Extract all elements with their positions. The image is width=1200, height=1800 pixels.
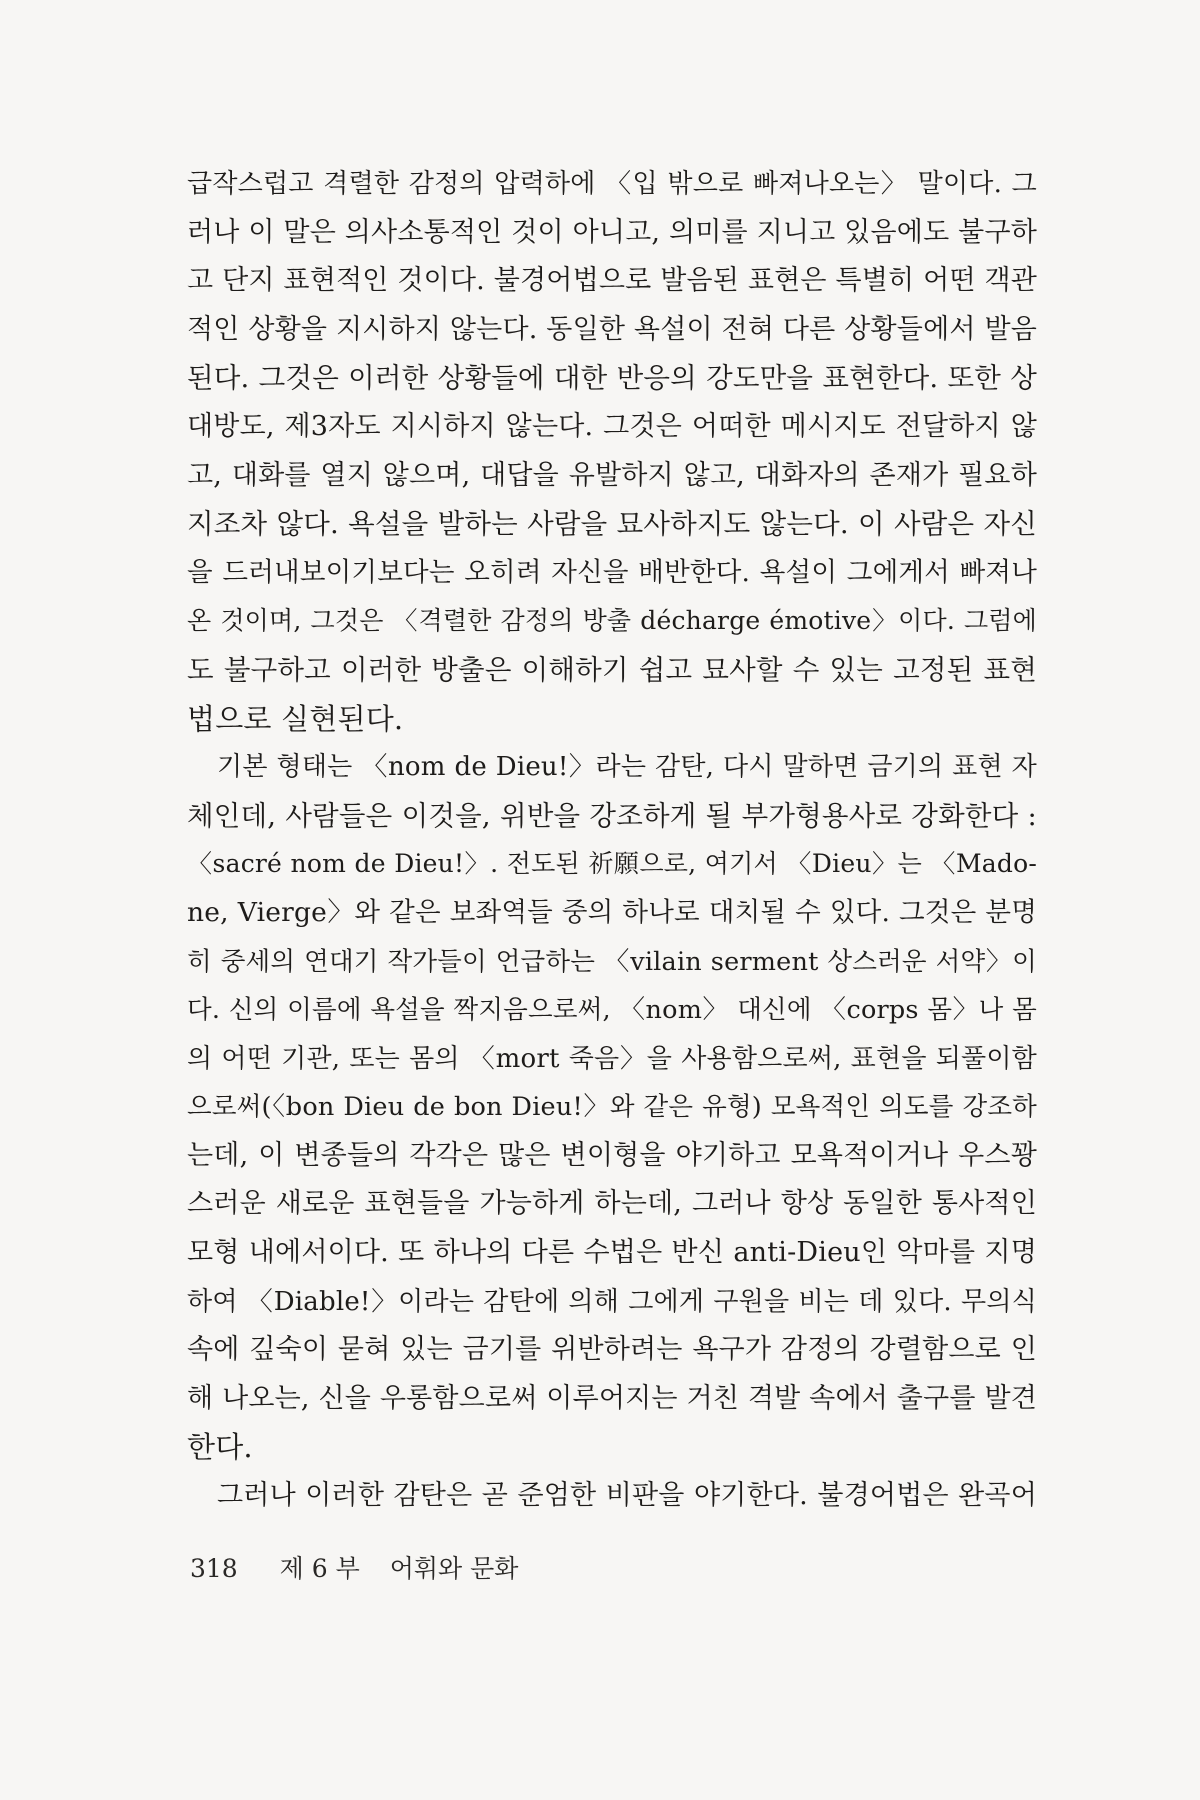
text-line: 기본 형태는 〈nom de Dieu!〉라는 감탄, 다시 말하면 금기의 표현 자 [217,752,1037,783]
text-line: 도 불구하고 이러한 방출은 이해하기 쉽고 묘사할 수 있는 고정된 표현 [187,653,1037,686]
text-line: 고 단지 표현적인 것이다. 불경어법으로 발음된 표현은 특별히 어떤 객관 [187,265,1037,297]
text-line: 히 중세의 연대기 작가들이 언급하는 〈vilain serment 상스러운 서약〉이 [187,946,1037,977]
text-line: 한다. [187,1430,253,1465]
text-line: 법으로 실현된다. [187,701,404,736]
text-line: 지조차 않다. 욕설을 발하는 사람을 묘사하지도 않는다. 이 사람은 자신 [187,508,1037,541]
text-line: 속에 깊숙이 묻혀 있는 금기를 위반하려는 욕구가 감정의 강렬함으로 인 [187,1334,1037,1366]
text-line: 다. 신의 이름에 욕설을 짝지음으로써, 〈nom〉 대신에 〈corps 몸〉나 몸 [187,995,1037,1026]
text-line: ne, Vierge〉와 같은 보좌역들 중의 하나로 대치될 수 있다. 그것은 분명 [187,896,1037,928]
body-text [187,160,1037,1521]
part-title: 어휘와 문화 [389,1554,519,1583]
text-line: 고, 대화를 열지 않으며, 대답을 유발하지 않고, 대화자의 존재가 필요하 [187,459,1037,491]
text-line: 해 나오는, 신을 우롱함으로써 이루어지는 거친 격발 속에서 출구를 발견 [187,1382,1037,1414]
text-line: 는데, 이 변종들의 각각은 많은 변이형을 야기하고 모욕적이거나 우스꽝 [187,1139,1037,1171]
text-line: 체인데, 사람들은 이것을, 위반을 강조하게 될 부가형용사로 강화한다 : [187,799,1037,832]
text-line: 러나 이 말은 의사소통적인 것이 아니고, 의미를 지니고 있음에도 불구하 [187,216,1037,248]
text-line: 급작스럽고 격렬한 감정의 압력하에 〈입 밖으로 빠져나오는〉 말이다. 그 [187,169,1037,199]
page-footer [190,1553,518,1585]
text-line: 적인 상황을 지시하지 않는다. 동일한 욕설이 전혀 다른 상황들에서 발음 [187,313,1037,345]
text-line: 스러운 새로운 표현들을 가능하게 하는데, 그러나 항상 동일한 통사적인 [187,1188,1037,1220]
text-line: 으로써(〈bon Dieu de bon Dieu!〉와 같은 유형) 모욕적인 의도를 강조하 [187,1092,1037,1123]
text-line: 된다. 그것은 이러한 상황들에 대한 반응의 강도만을 표현한다. 또한 상 [187,362,1037,395]
page-number: 318 [190,1554,238,1583]
text-line: 〈sacré nom de Dieu!〉. 전도된 祈願으로, 여기서 〈Dieu〉는 〈Mado- [187,849,1037,879]
part-label: 제 6 부 [279,1554,360,1583]
text-line: 모형 내에서이다. 또 하나의 다른 수법은 반신 anti-Dieu인 악마를 지명 [187,1237,1037,1269]
text-line: 하여 〈Diable!〉이라는 감탄에 의해 그에게 구원을 비는 데 있다. 무의식 [187,1286,1037,1317]
text-line: 의 어떤 기관, 또는 몸의 〈mort 죽음〉을 사용함으로써, 표현을 되풀이함 [187,1043,1037,1074]
text-line: 대방도, 제3자도 지시하지 않는다. 그것은 어떠한 메시지도 전달하지 않 [187,410,1037,442]
text-line: 온 것이며, 그것은 〈격렬한 감정의 방출 décharge émotive〉이다. 그럼에 [187,606,1037,636]
text-line: 을 드러내보이기보다는 오히려 자신을 배반한다. 욕설이 그에게서 빠져나 [187,556,1037,588]
text-line: 그러나 이러한 감탄은 곧 준엄한 비판을 야기한다. 불경어법은 완곡어 [217,1480,1037,1512]
